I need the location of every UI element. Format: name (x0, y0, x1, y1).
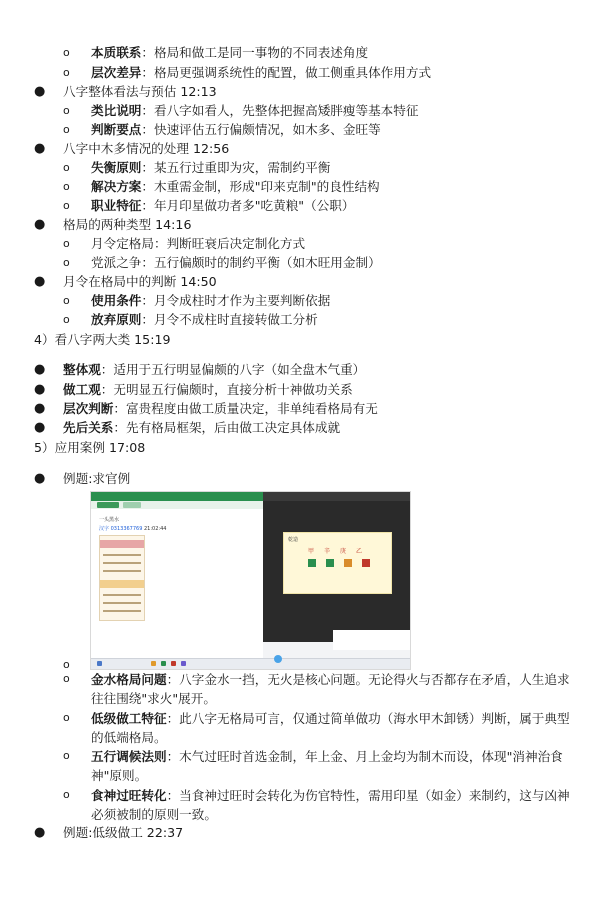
toolbar-tab (123, 502, 141, 508)
chart-line (103, 610, 141, 612)
document-page: o 本质联系：格局和做工是同一事物的不同表述角度 o 层次差异：格局更强调系统性的配置，做工侧重具体作用方式 ● 八字整体看法与预估 12:13 o 类比说明：看八字如看人，先整体把握高矮胖瘦等基本特征 o 判断要点：快速评估五行偏颇情况，如木多、金旺等 ● 八字中木多情况的处理 12:56 o 失衡原则：某五行过重即为灾，需制约平衡 o 解决方案：木重需金制，形成"印来克制"的良性结构 o 职业特征：年月印星做功者多"吃黄粮"（公职） ● 格局的两种类型 14:16 o 月令定格局：判断旺衰后决定制化方式 o 党派之争：五行偏颇时的制约平衡（如木旺用金制） ● 月令在格局中的判断 14:50 o 使用条件：月令成柱时才作为主要判断依据 o 放弃原则：月令不成柱时直接转做工分析 4）看八字两大类 15:19 ● 整体观：适用于五行明显偏颇的八字（如全盘木气重） ● 做工观：无明显五行偏颇时，直接分析十神做功关系 ● 层次判断：富贵程度由做工质量决定，非单纯看格局有无 ● 先后关系：先有格局框架，后由做工决定具体成就 5）应用案例 17:08 ● 例题:求官例 一头黑水 汉字 0313367769 21:02:44 乾造 甲辛庚乙 o o 金水格局问题：八字金水一挡，无火是核心问题。无论得火与否都存在矛盾，人生追求往往围绕"求火"展开。 o 低级做工特征：此八字无格局可言，仅通过简单做功（海水甲木卸锈）判断，属于典型的低端格局。 o 五行调候法则：木气过旺时首选金制，年上金、月上金均为制木而设，体现"消神治食神"原则。 o 食神过旺转化：当食神过旺时会转化为伤官特性，需用印星（如金）来制约，这与凶神必须被制的原则一致。 ● 例题:低级做工 22:37 (34, 45, 570, 840)
chart-glyph (308, 559, 316, 567)
taskbar-icon (97, 661, 102, 666)
chart-glyph (344, 559, 352, 567)
embedded-screenshot (90, 491, 411, 670)
bazi-chart-card (283, 532, 392, 594)
taskbar-icon (161, 661, 166, 666)
side-panel (333, 630, 410, 650)
video-titlebar (263, 492, 410, 501)
chart-glyph (326, 559, 334, 567)
viewer-titlebar (91, 492, 263, 501)
chart-line (103, 562, 141, 564)
taskbar-icon (181, 661, 186, 666)
video-pane (263, 492, 410, 642)
chart-line (103, 594, 141, 596)
chart-glyph (362, 559, 370, 567)
section-heading: 4）看八字两大类 15:19 (34, 332, 171, 347)
chart-line (103, 602, 141, 604)
viewer-bottom-bar (91, 642, 263, 658)
document-viewer-pane (91, 492, 263, 642)
doc-title: 一头黑水 (99, 517, 120, 523)
taskbar-icon (151, 661, 156, 666)
taskbar-icon (171, 661, 176, 666)
doc-link: 汉字 0313367769 21:02:44 (99, 526, 167, 532)
chart-line (103, 554, 141, 556)
toolbar-tab (97, 502, 119, 508)
chart-band (100, 540, 144, 548)
bazi-chart-image (99, 535, 145, 621)
chart-band (100, 580, 144, 588)
taskbar (91, 658, 410, 670)
section-heading: 5）应用案例 17:08 (34, 440, 146, 455)
chart-stems: 甲辛庚乙 (308, 548, 373, 555)
chart-title: 乾造 (288, 537, 299, 543)
chart-line (103, 570, 141, 572)
cursor-bubble (274, 655, 282, 663)
